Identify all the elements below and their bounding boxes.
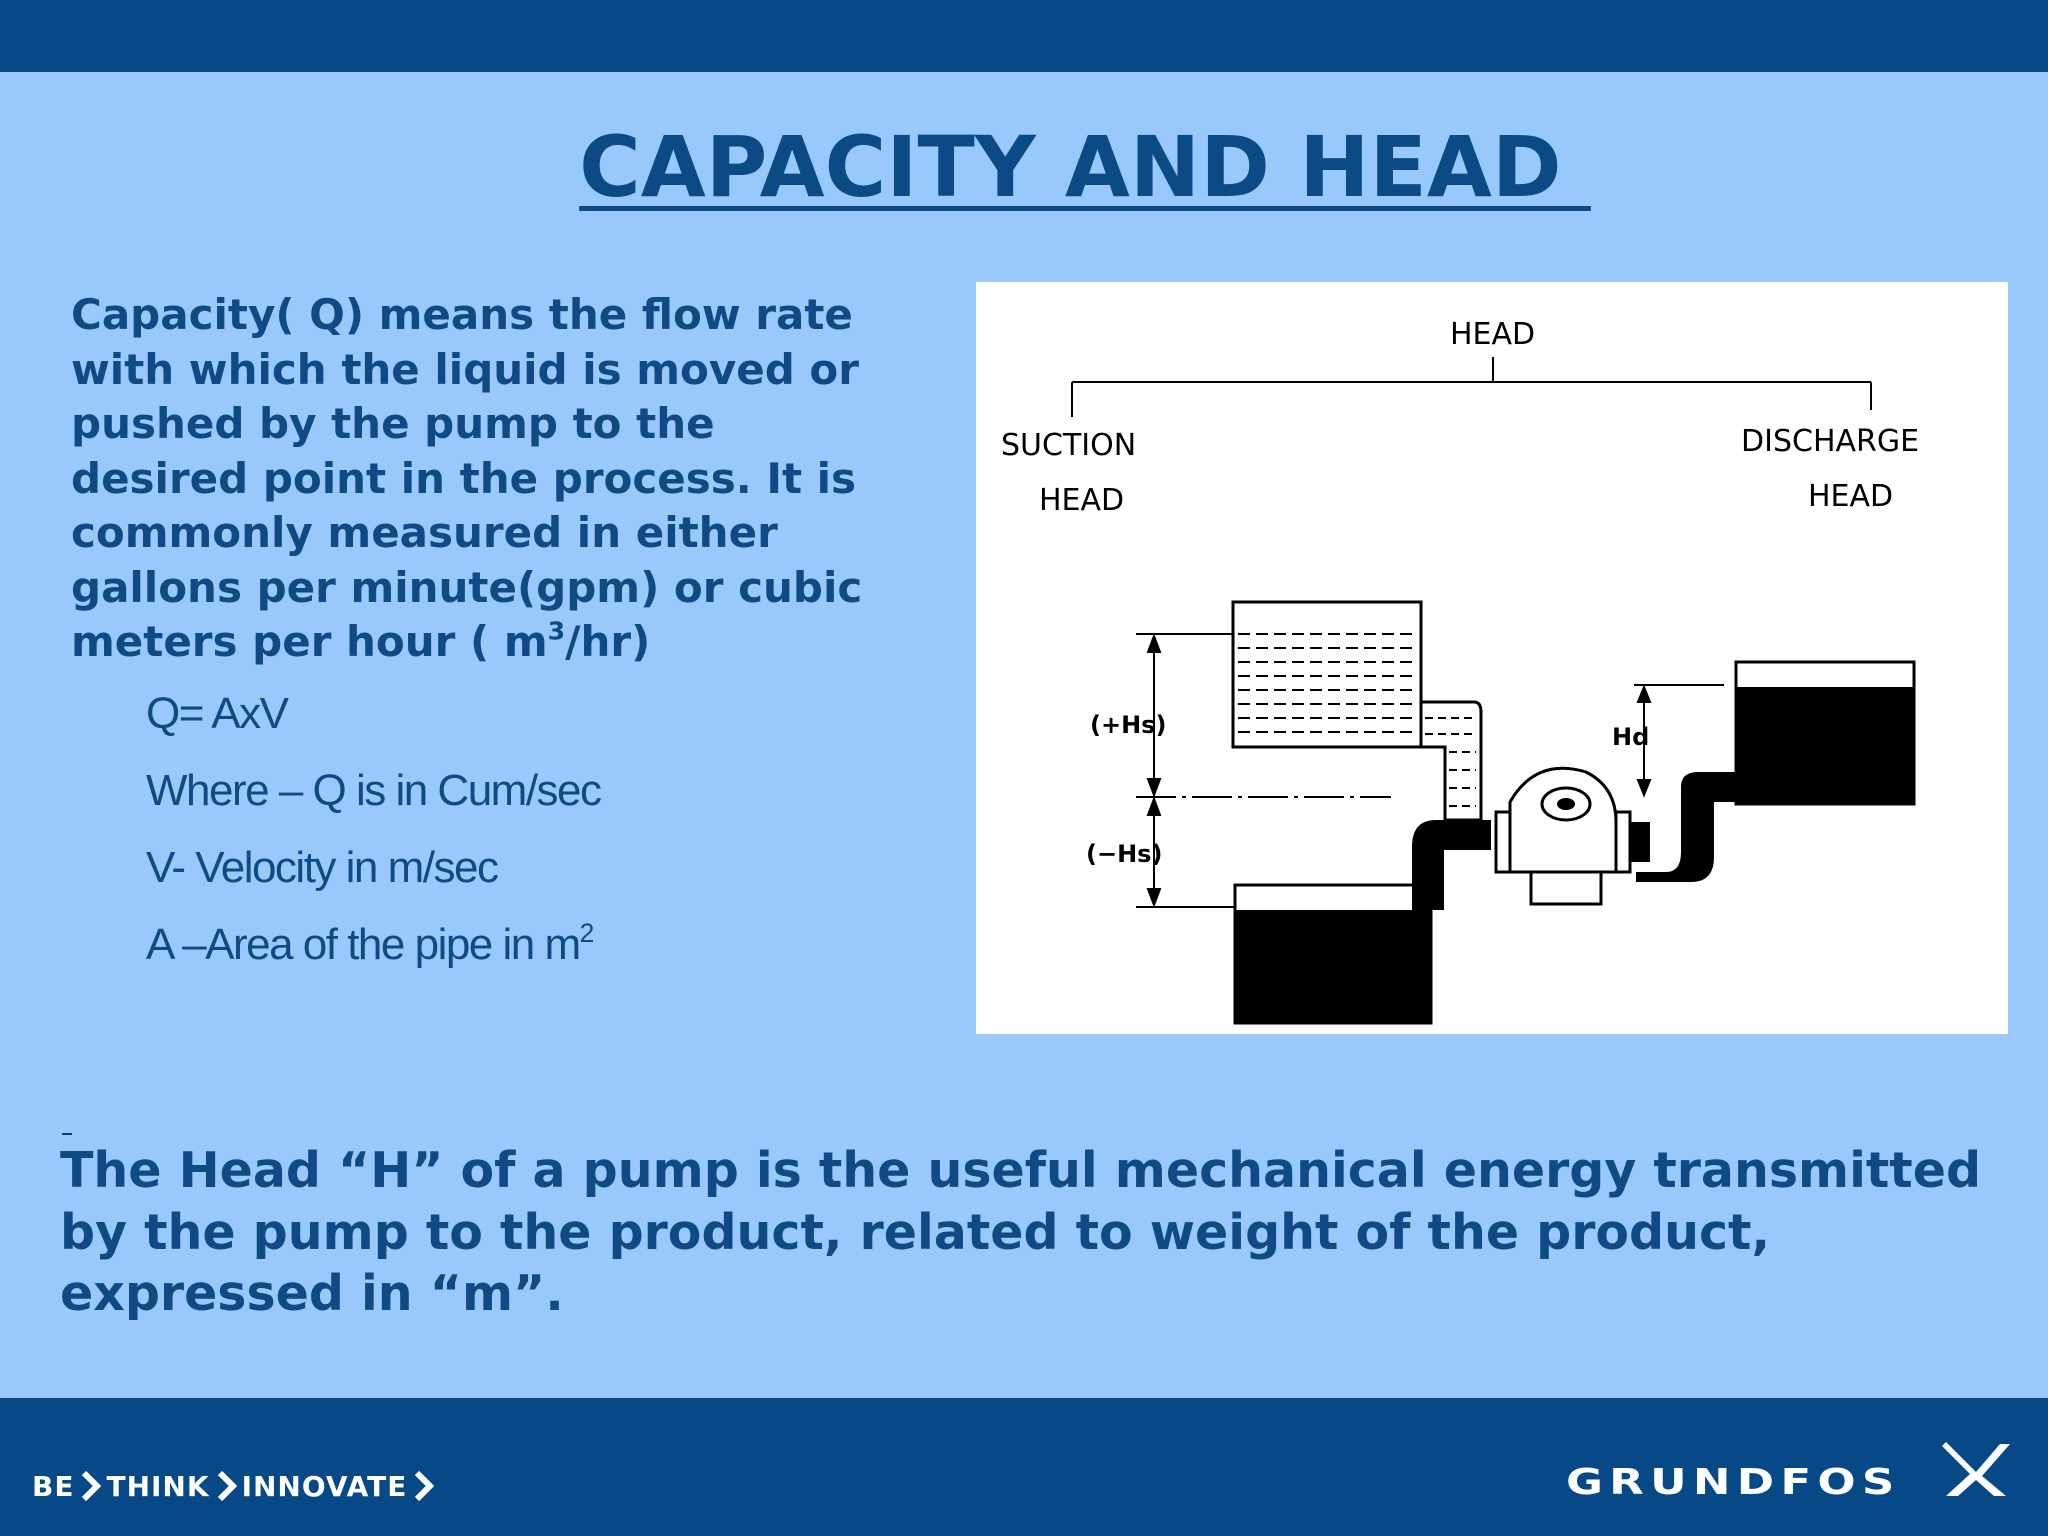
head-label: HEAD xyxy=(1450,317,1536,352)
slogan-innovate: INNOVATE xyxy=(241,1469,408,1503)
slide-title: CAPACITY AND HEAD xyxy=(579,118,1591,216)
pump xyxy=(1496,768,1650,904)
capacity-text-end: /hr) xyxy=(565,617,651,666)
formula-list xyxy=(146,686,601,994)
formula-area xyxy=(146,917,601,994)
discharge-tank xyxy=(1636,662,1914,882)
square-superscript: 2 xyxy=(579,917,595,948)
suction-head-label: HEAD xyxy=(1039,483,1125,518)
top-banner xyxy=(0,0,2048,72)
suction-label: SUCTION xyxy=(1001,428,1137,463)
slogan xyxy=(32,1466,439,1506)
chevron-right-icon xyxy=(80,1471,102,1501)
lower-tank xyxy=(1235,820,1491,1023)
formula-area-text: A –Area of the pipe in m xyxy=(146,920,580,969)
chevron-right-icon xyxy=(413,1471,435,1501)
cubic-superscript: 3 xyxy=(547,616,566,646)
minus-hs-label: (−Hs) xyxy=(1086,840,1163,868)
stray-dash xyxy=(62,1133,72,1135)
chevron-right-icon xyxy=(216,1471,238,1501)
plus-hs-label: (+Hs) xyxy=(1090,711,1167,739)
upper-tank xyxy=(1233,602,1481,820)
pump-head-diagram xyxy=(976,282,2008,1034)
formula-velocity: V- Velocity in m/sec xyxy=(146,843,498,892)
slogan-be: BE xyxy=(32,1469,75,1503)
capacity-paragraph xyxy=(71,288,891,670)
capacity-text: Capacity( Q) means the flow rate with which the liquid is moved or pushed by the pump to the desired point in the process. It is commonly measured in either gallons per minute(gpm) or cubic meters per hour ( m xyxy=(71,290,863,666)
head-definition: The Head “H” of a pump is the useful mechanical energy transmitted by the pump to the product, related to weight of the product, expressed in “m”. xyxy=(60,1142,1982,1322)
slogan-think: THINK xyxy=(106,1469,210,1503)
discharge-head-label: HEAD xyxy=(1808,479,1894,514)
formula-q: Q= AxV xyxy=(146,689,288,738)
hd-label: Hd xyxy=(1612,723,1650,751)
formula-where: Where – Q is in Cum/sec xyxy=(146,766,601,815)
discharge-label: DISCHARGE xyxy=(1741,424,1920,459)
grundfos-logo-icon xyxy=(1940,1436,2014,1500)
brand-wordmark: GRUNDFOS xyxy=(1566,1462,1901,1503)
